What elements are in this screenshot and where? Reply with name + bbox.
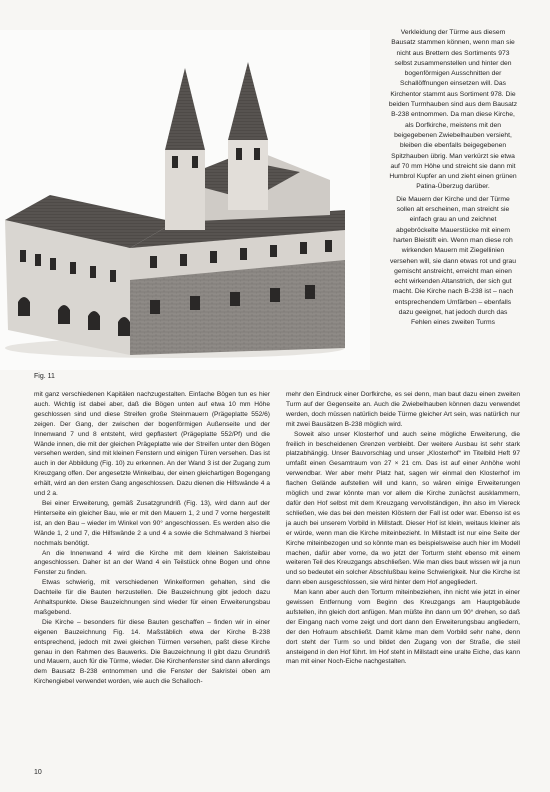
right-paragraph-1: Verkleidung der Türme aus diesem Bausatz stammen können, wenn man sie nicht aus Brettern des Sortiments 973 selbst zusammenstellen und hinter den bogenförmigen Ausschnitten der Schallöffnungen einsetzen will. Das Kirchentor stammt aus Sortiment 978. Die beiden Turmhauben sind aus dem Bausatz B-238 entnommen. Da man diese Kirche, als Dorfkirche, meistens mit den beigegebenen Zwiebelhauben versieht, bleiben die ebenfalls beigegebenen Spitzhauben übrig. Man verkürzt sie etwa auf 70 mm Höhe und streicht sie dann mit Humbrol Kupfer an und zieht einen grünen Patina-Überzug darüber. (388, 29, 518, 191)
right-bottom-column-text (286, 390, 520, 667)
model-church-photo (0, 30, 370, 370)
right-paragraph-2: Die Mauern der Kirche und der Türme sollen alt erscheinen, man streicht sie einfach grau an und zeichnet abgebröckelte Mauerstücke mit einem harten Bleistift ein. Wenn man diese roh wirkenden Mauern mit Ziegellinien versehen will, sie dann etwas rot und grau gemischt anstreicht, erreicht man einen echt wirkenden Altanstrich, der sich gut macht. Die Kirche nach B-238 ist – nach entsprechendem Umfärben – ebenfalls dazu geeignet, hat jedoch durch das Fehlen eines zweiten Turms (389, 195, 517, 327)
page-number: 10 (34, 769, 42, 776)
right-bottom-paragraph-1: Soweit also unser Klosterhof und auch seine mögliche Erweiterung, die freilich in bescheidenen Grenzen verbleibt. Der weitere Ausbau ist sehr stark platzabhängig. Unser Bauvorschlag und unser „Klosterhof“ im Titelbild Heft 97 umfaßt einen Gesamtraum von 27 × 21 cm. Das ist auf einer Anhöhe wohl verwendbar. Wer aber mehr Platz hat, sagen wir einmal den Klosterhof im flachen Gelände aufstellen will und kann, so wären einige Erweiterungen möglich und zwar könnte man vor allem die Kirche zunächst ausklammern, dafür den Hof selbst mit dem Kreuzgang vervollständigen, ihn also im Viereck schließen, wie das bei den meisten Klöstern der Fall ist oder war. Ebenso ist es ja auch bei unserem Vorbild in Millstadt. Dieser Hof ist klein, weitaus kleiner als er würde, wenn man die Kirche miteinbezieht. In Millstadt ist nur eine Seite der Kirche miteinbezogen und so könnte man es beispielsweise auch hier im Modell machen, dafür aber vorne, da wo jetzt der Torturm steht ebenso mit einem weiteren Teil des Kreuzgangs abschließen. Wie man dies baut wissen wir ja nun und so bedeutet ein solcher Abschlußbau keine Schwierigkeit. Nur die Kirche ist dann eben ausgeschlossen, sie wird hinter dem Hof angegliedert. (286, 430, 520, 587)
left-paragraph-5: Die Kirche – besonders für diese Bauten geschaffen – finden wir in einer eigenen Bauzeichnung Fig. 14. Maßstäblich etwa der Kirche B-238 entsprechend, jedoch mit zwei gleichen Türmen versehen, paßt diese Kirche genau in den Rahmen des Bauwerks. Die Bauzeichnung II gibt dazu Grundriß und Mauern, auch für die Türme, wieder. Die Kirchenfenster sind dann allerdings dem Bausatz B-238 entnommen und die Fenster der Sakristei oben am Kirchengiebel verwendet worden, wie auch die Schalloch- (34, 618, 270, 686)
left-paragraph-1: mit ganz verschiedenen Kapitälen nachzugestalten. Einfache Bögen tun es hier auch. Wichtig ist dabei aber, daß die Bögen unten auf etwa 10 mm Höhe geschlossen sind und diese Streifen große Steinmauern (Prägeplatte 552/6) zeigen. Der Gang, der zwischen der bogenförmigen Außenseite und der Innenwand 7 und 8 entsteht, wird gepflastert (Prägeplatte 552/Pf) und die Wände innen, die mit der gleichen Prägeplatte wie der Streifen unter den Bögen versehen werden, sind mit kleinen Fenstern und einigen Türen versehen. Das ist auch in der Abbildung (Fig. 10) zu erkennen. An der Wand 3 ist der Zugang zum Kreuzgang offen. Der angesetzte Winkelbau, der einen gleichartigen Bogengang erhält, wird an den ersten Gang angeschlossen. Dazu dienen die Hilfswände 4 a und 2 a. (34, 391, 270, 498)
right-column-text (388, 28, 518, 329)
left-paragraph-3: An die Innenwand 4 wird die Kirche mit dem kleinen Sakristeibau angeschlossen. Daher ist an der Wand 4 ein Teilstück ohne Bogen und ohne Fenster zu finden. (34, 549, 270, 577)
church-illustration (0, 30, 370, 370)
left-paragraph-2: Bei einer Erweiterung, gemäß Zusatzgrundriß (Fig. 13), wird dann auf der Hinterseite ein gleicher Bau, wie er mit den Mauern 1, 2 und 7 vorne hergestellt ist, an den Bau – wieder im Winkel von 90° angeschlossen. Es werden also die Wände 1, 2 und 7, die Hilfswände 2 a und 4 a sowie die Schmalwand 3 hierbei nochmals benötigt. (34, 499, 270, 547)
left-paragraph-4: Etwas schwierig, mit verschiedenen Winkelformen gehalten, sind die Dachteile für die Bauten herzustellen. Die Bauzeichnung gibt jedoch dazu Anhaltspunkte. Diese Bauzeichnungen sind wieder für einen Erweiterungsbau maßgebend. (34, 579, 270, 616)
right-bottom-paragraph-2: Man kann aber auch den Torturm miteinbeziehen, ihn nicht wie jetzt in einer gewissen Entfernung vom Beginn des Kreuzgangs am Hauptgebäude aufstellen, ihn gleich dort anfügen. Man müßte ihn dann um 90° drehen, so daß der Eingang nach vorne zeigt und dort dann den Erweiterungsbau angliedern, der den Hofraum abschließt. Damit käme man dem Vorbild sehr nahe, denn dort steht der Turm so und bildet den Zugang von der Straße, die steil ansteigend in den Hof führt. Im Hof steht in Millstadt eine uralte Eiche, das kann man mit einer Noch-Eiche nachgestalten. (286, 589, 520, 666)
figure-caption: Fig. 11 (34, 373, 55, 380)
right-bottom-paragraph-0: mehr den Eindruck einer Dorfkirche, es sei denn, man baut dazu einen zweiten Turm auf der Gegenseite an. Auch die Zwiebelhauben können dazu verwendet werden, doch müssen natürlich beide Türme gleicher Art sein, was natürlich nur mit zwei Bausätzen B-238 möglich wird. (286, 391, 520, 428)
left-column-text (34, 390, 270, 687)
